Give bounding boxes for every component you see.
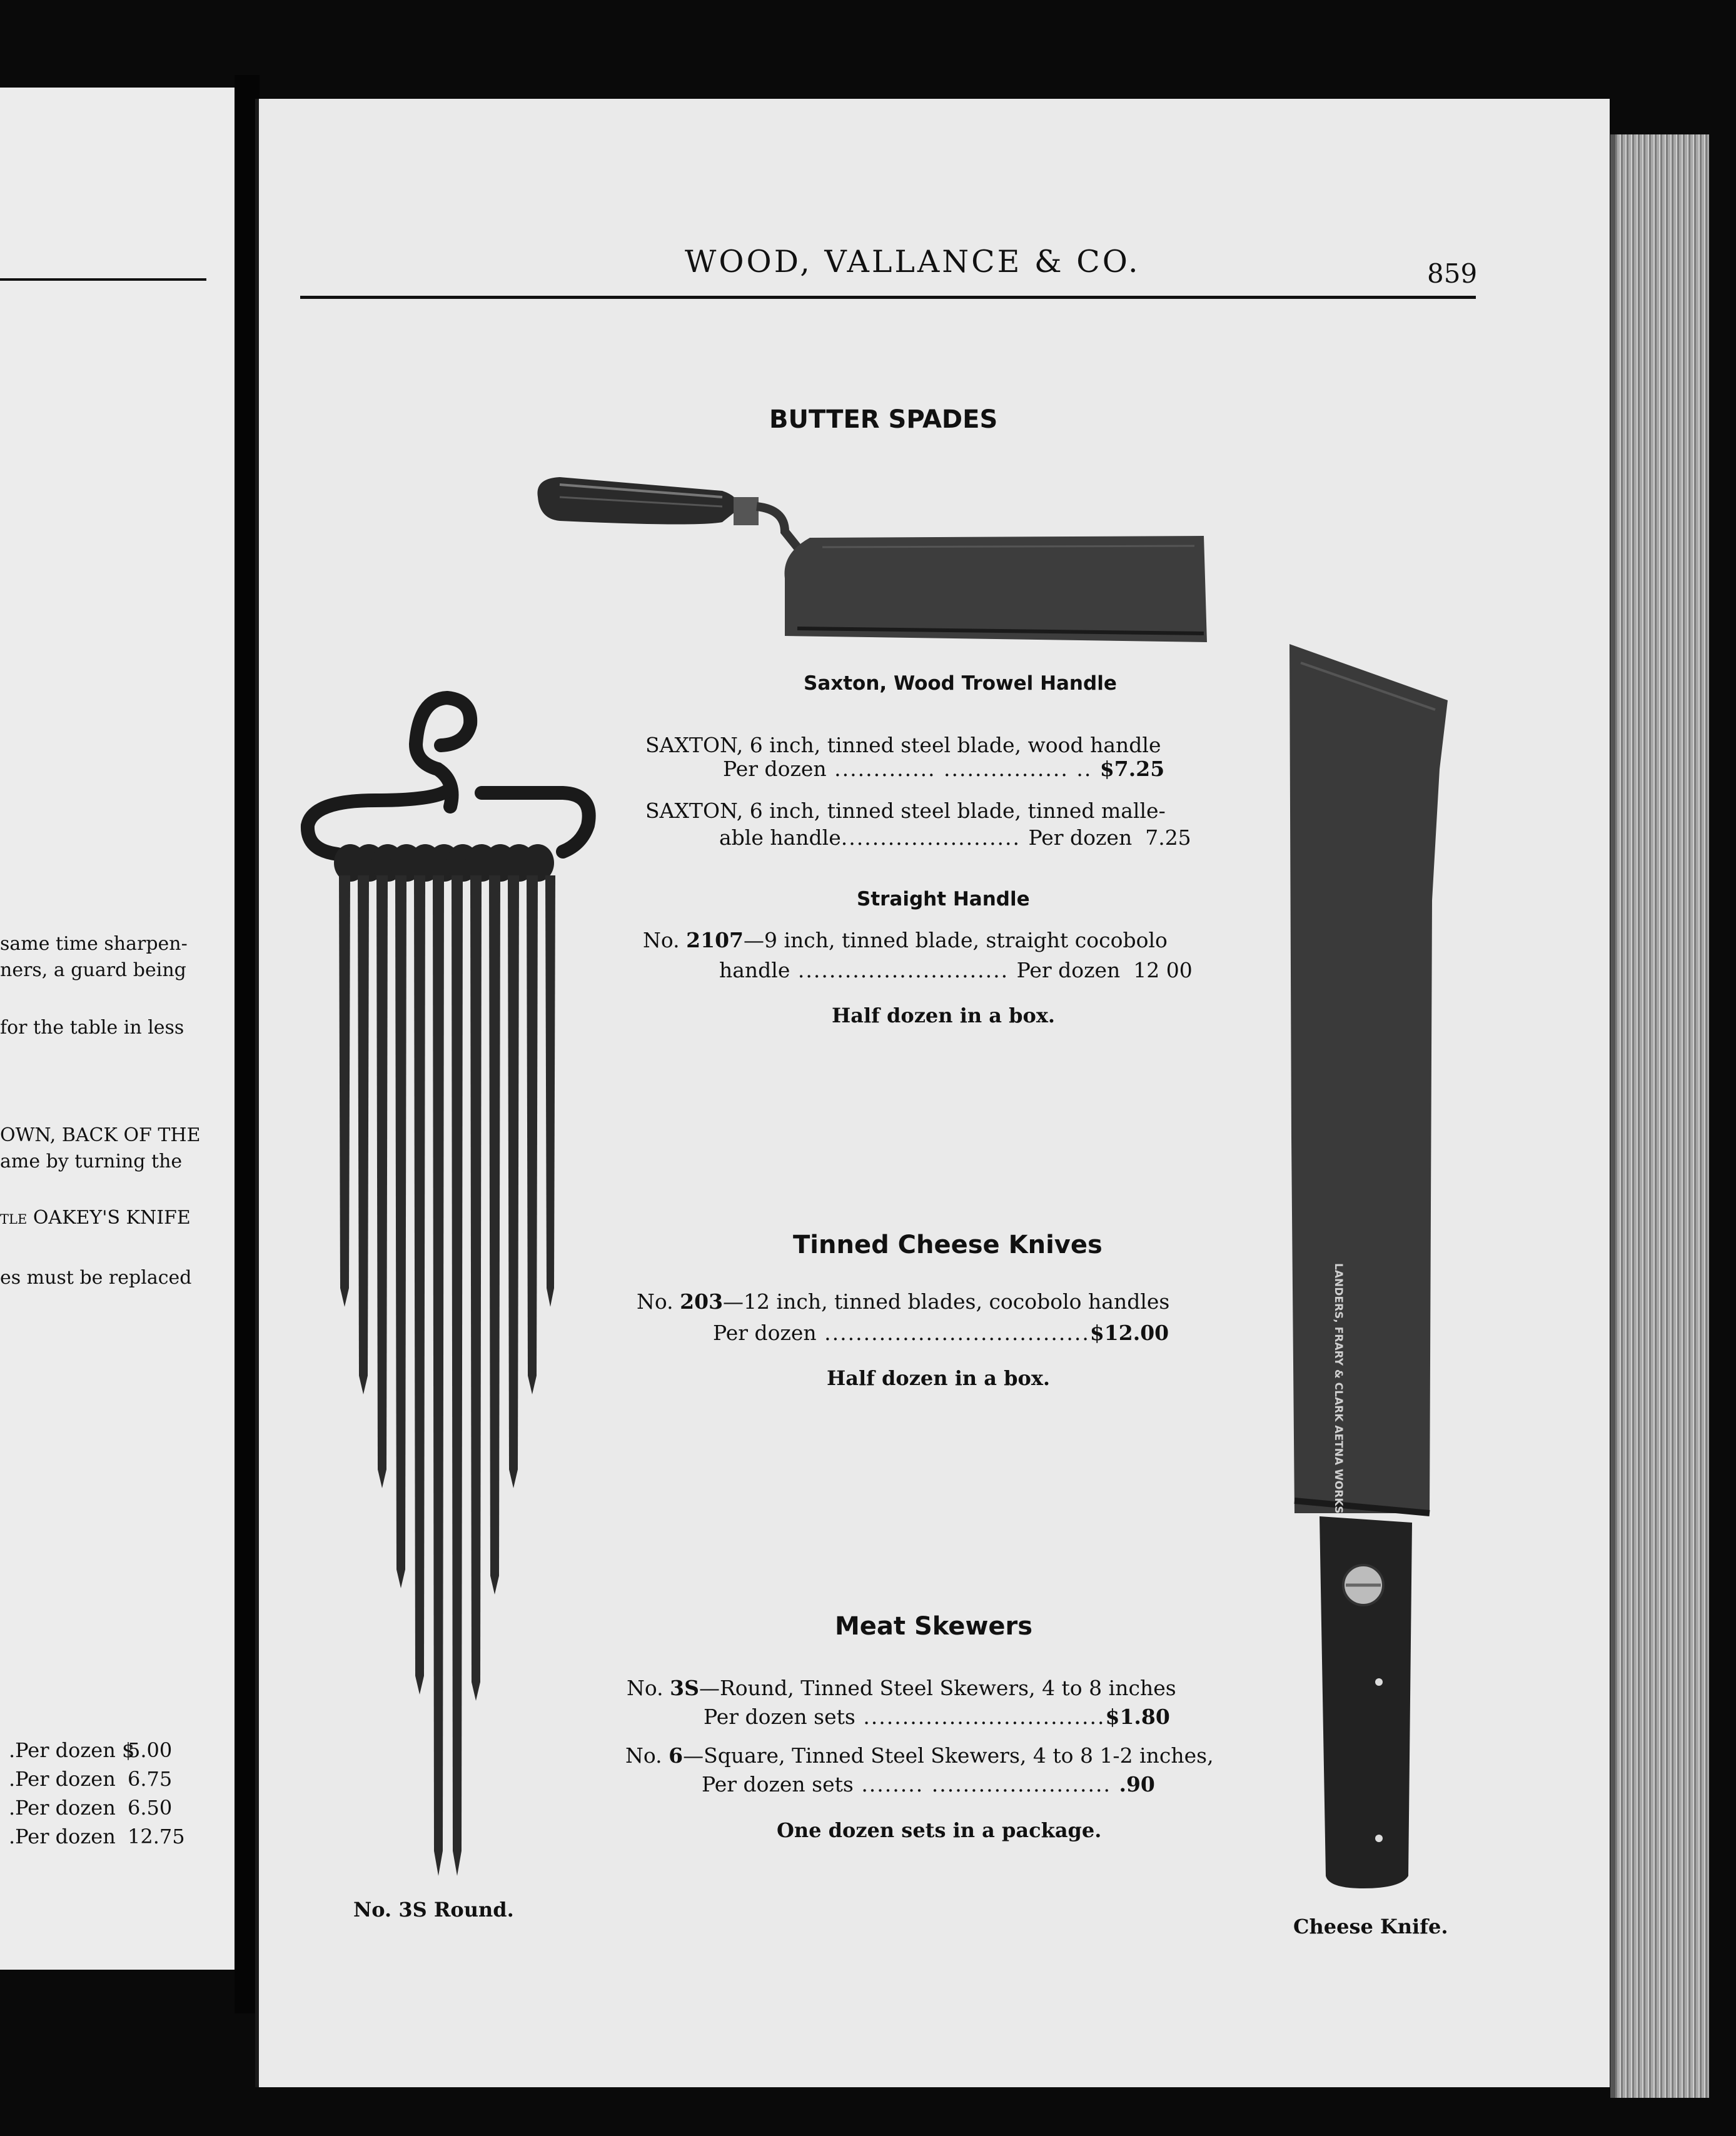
- left-text-line: tle OAKEY'S KNIFE: [0, 1207, 191, 1229]
- packaging-note: Half dozen in a box.: [832, 1004, 1056, 1027]
- item-price-line: Per dozen ..................................$12.00: [713, 1321, 1169, 1345]
- left-header-rule: [0, 278, 206, 281]
- section-heading-butter-spades: BUTTER SPADES: [769, 405, 998, 434]
- butter-spade-illustration: [535, 472, 1216, 647]
- page-edges: [1610, 134, 1709, 2098]
- item-price-line: Per dozen sets ...............................$1.80: [704, 1705, 1170, 1729]
- item-line: SAXTON, 6 inch, tinned steel blade, wood handle: [645, 733, 1161, 757]
- item-price-line: able handle....................... Per dozen 7.25: [719, 825, 1191, 850]
- packaging-note: One dozen sets in a package.: [777, 1818, 1102, 1842]
- page-number: 859: [1427, 258, 1478, 289]
- left-text-line: ame by turning the: [0, 1151, 183, 1172]
- left-price-row: .Per dozen 6.75: [9, 1767, 173, 1791]
- left-text-line: es must be replaced: [0, 1267, 192, 1289]
- left-text-line: same time sharpen-: [0, 933, 188, 955]
- header-rule: [300, 296, 1476, 299]
- left-price-row: .Per dozen 12.75: [9, 1825, 185, 1848]
- left-text-line: OWN, BACK OF THE: [0, 1124, 201, 1146]
- illustration-caption: Saxton, Wood Trowel Handle: [804, 672, 1117, 695]
- left-text-line: for the table in less: [0, 1017, 184, 1039]
- left-price-row: .Per dozen $ 5.00: [9, 1738, 173, 1762]
- meat-skewer-illustration: [288, 675, 600, 1901]
- running-head: WOOD, VALLANCE & CO.: [685, 244, 1141, 280]
- item-price-line: handle ........................... Per dozen 12 00: [719, 958, 1193, 982]
- subheading-straight-handle: Straight Handle: [857, 888, 1030, 910]
- packaging-note: Half dozen in a box.: [827, 1366, 1051, 1390]
- left-text-line: ners, a guard being: [0, 959, 186, 981]
- item-line: No. 2107—9 inch, tinned blade, straight cocobolo: [643, 928, 1168, 952]
- section-heading-cheese-knives: Tinned Cheese Knives: [793, 1231, 1103, 1259]
- cheese-knife-illustration: [1276, 638, 1457, 1913]
- item-line: No. 6—Square, Tinned Steel Skewers, 4 to 8 1-2 inches,: [625, 1743, 1214, 1768]
- figure-caption-cheese-knife: Cheese Knife.: [1293, 1915, 1448, 1938]
- item-line: No. 203—12 inch, tinned blades, cocobolo handles: [637, 1289, 1170, 1314]
- left-price-row: .Per dozen 6.50: [9, 1796, 173, 1820]
- knife-maker-stamp: LANDERS, FRARY & CLARK AETNA WORKS: [1332, 1263, 1345, 1514]
- item-price-line: Per dozen sets ........ ....................... .90: [702, 1772, 1155, 1796]
- item-line: SAXTON, 6 inch, tinned steel blade, tinned malle-: [645, 798, 1166, 823]
- figure-caption-skewer: No. 3S Round.: [353, 1898, 514, 1922]
- item-line: No. 3S—Round, Tinned Steel Skewers, 4 to 8 inches: [627, 1676, 1176, 1700]
- section-heading-meat-skewers: Meat Skewers: [835, 1612, 1033, 1641]
- item-price-line: Per dozen ............. ................ .. $7.25: [723, 757, 1165, 781]
